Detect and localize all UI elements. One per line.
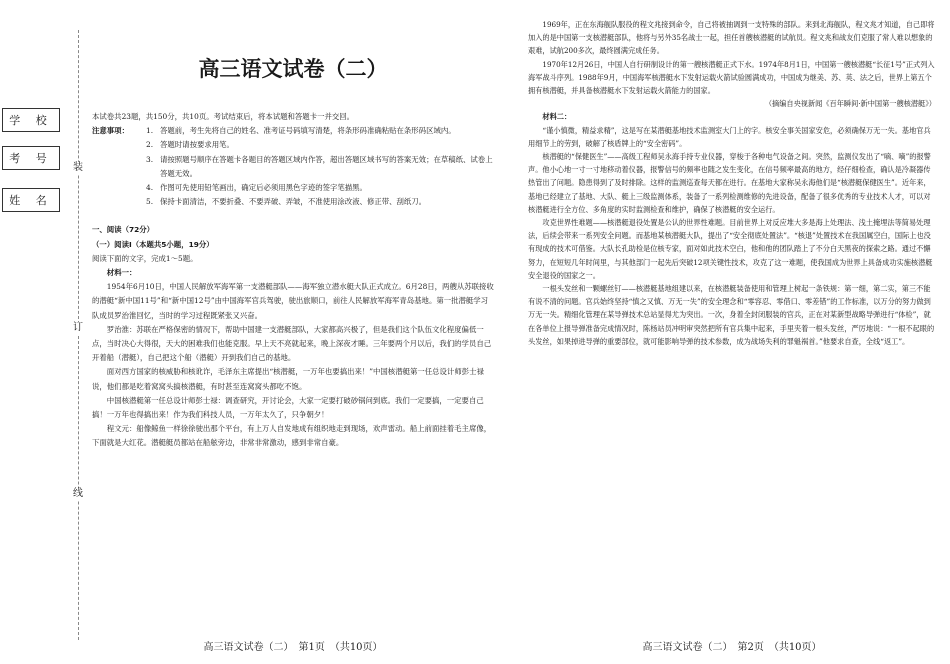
reading-instruction: 阅读下面的文字，完成1～5题。	[92, 253, 198, 263]
notice-text: 保持卡面清洁，不要折叠、不要弄破、弄皱，不准使用涂改液、修正带、刮纸刀。	[160, 197, 427, 207]
source-citation: （摘编自央视新闻《百年瞬间·新中国第一艘核潜艇》）	[764, 99, 936, 109]
notice-item	[146, 153, 494, 181]
binding-cut-line	[78, 30, 79, 640]
cut-mark-ding: 订	[73, 322, 83, 333]
material-label: 材料二：	[542, 112, 572, 122]
notice-text: 请按照题号顺序在答题卡各题目的答题区域内作答，超出答题区域书写的答案无效；在草稿纸、试卷上答题无效。	[160, 154, 493, 178]
paragraph: 面对西方国家的核威胁和核讹诈，毛泽东主席提出“核潜艇，一万年也要搞出来！”中国核潜艇第一任总设计师彭士禄说，他们都是吃着窝窝头搞核潜艇，有时甚至连窝窝头都吃不饱。	[92, 367, 484, 391]
notice-num: 5.	[146, 197, 154, 207]
binding-margin	[0, 0, 72, 664]
notice-text: 答题前，考生先将自己的姓名、准考证号码填写清楚，将条形码准确粘贴在条形码区域内。	[160, 126, 456, 136]
paragraph: 1954年6月10日，中国人民解放军海军第一支潜艇部队——海军独立潜水艇大队正式成立。6月28日，两艘从苏联接收的潜艇“新中国11号”和“新中国12号”由中国海军官兵驾驶，驶出旅顺口，前往人民解放军海军青岛基地。第一批潜艇学习队成员罗治淮回忆，当时的学习过程既紧张又兴奋。	[92, 282, 494, 320]
page-1	[92, 18, 494, 451]
subsection-heading: （一）阅读Ⅰ（本题共5小题，19分）	[92, 239, 214, 249]
section-heading: 一、阅读（72分）	[92, 225, 155, 235]
notice-num: 1.	[146, 126, 154, 136]
material-label: 材料一：	[106, 268, 137, 278]
cut-mark-zhuang: 装	[73, 162, 83, 173]
school-field[interactable]: 学 校	[2, 108, 60, 132]
paragraph: 核潜艇的“保健医生”——高级工程师吴永海手持专业仪器，穿梭于各种电气设备之间。突然，监测仪发出了“嘀、嘀”的报警声。他小心地一寸一寸地移动着仪器，报警信号的频率也随之发生变化，在信号频率最高的地方，经仔细检查，确认是冷凝器传热管出了问题。隐患得到了及时排除。这样的监测巡查每天都在进行。在基地大家称吴永海他们是“核潜艇保健医生”。近年来，基地已经建立了基地、大队、艇上三级监测体系，装备了一系列检测维修的先进设备，配备了很多优秀的专业技术人才，可以对核潜艇进行全方位、多角度的实时监测检查和维护，确保了核潜艇的安全运行。	[528, 152, 931, 214]
paragraph: 中国核潜艇第一任总设计师彭士禄：调查研究，开讨论会，大家一定要打破砂锅问到底。我们一定要搞，一定要自己搞！一万年也得搞出来！作为我们科技人员，一万年太久了，只争朝夕！	[92, 395, 484, 420]
notice-list	[146, 124, 494, 209]
page-2-footer: 高三语文试卷（二） 第2页 （共10页）	[642, 642, 822, 653]
paragraph: 1970年12月26日，中国人自行研制设计的第一艘核潜艇正式下水。1974年8月1日，中国第一艘核潜艇“长征1号”正式列入海军战斗序列。1988年9月，中国海军核潜艇水下发射运载火箭试验圆满成功，中国成为继美、苏、英、法之后，世界上第五个拥有核潜艇，并具备核潜艇水下发射运载火箭能力的国家。	[528, 59, 935, 96]
page-1-footer: 高三语文试卷（二） 第1页 （共10页）	[203, 642, 383, 653]
notice-item	[146, 181, 494, 195]
page-2	[528, 18, 936, 348]
notice-num: 4.	[146, 183, 154, 193]
notice-item	[146, 195, 494, 209]
notice-num: 3.	[146, 154, 154, 164]
notice-item	[146, 124, 494, 138]
notice-text: 作图可先使用铅笔画出，确定后必须用黑色字迹的签字笔描黑。	[160, 183, 367, 193]
exam-intro: 本试卷共23题，共150分，共10页。考试结束后，将本试题和答题卡一并交回。	[92, 112, 355, 121]
notice-num: 2.	[146, 140, 154, 150]
paragraph: 攻克世界性难题——核潜艇退役处置是公认的世界性难题。目前世界上对反应堆大多是海上处理法、浅土掩埋法等简易处理法，后续会带来一系列安全问题。而基地某核潜艇大队，提出了“安全彻底处置法”。“核退”处置技术在我国属空白，国际上也没有现成的技术可借鉴。大队长孔助检是位核专家，面对如此技术空白，他和他的团队踏上了不分白天黑夜的探索之路。通过不懈努力，在短短几年时间里，与其他部门一起先后突破12项关键性技术，攻克了这一难题，使我国成为世界上具备成功实施核潜艇安全退役的国家之一。	[528, 218, 933, 280]
name-field[interactable]: 姓 名	[2, 188, 60, 212]
paragraph: 程文元：船像鲸鱼一样徐徐驶出那个平台，有上万人自发地成有组织地走到现场，欢声雷动。船上前面挂着毛主席像，下面就是大红花。潜艇艇员都站在船舷旁边，非常非常激动，感到非常自豪。	[92, 424, 492, 448]
paragraph: 1969年，正在东海舰队服役的程文兆接到命令，自己将被抽调到一支特殊的部队。来到北海舰队，程文兆才知道，自己即将加入的是中国第一支核潜艇部队，他将与另外35名战士一起，担任首艘核潜艇的试航员。程文兆和战友们克服了常人难以想象的艰难，试航200多次，最终圆满完成任务。	[528, 20, 935, 56]
exam-number-field[interactable]: 考 号	[2, 146, 60, 170]
cut-mark-xian: 线	[73, 488, 83, 499]
paragraph: “谨小慎微，精益求精”，这是写在某潜艇基地技术监测室大门上的字。核安全事关国家安危，必须确保万无一失。基地官兵用细节上的劳到，破解了核盾牌上的“安全密码”。	[528, 125, 931, 148]
notice-block	[92, 124, 494, 209]
exam-title: 高三语文试卷（二）	[198, 57, 388, 81]
notice-text: 答题时请按要求用笔。	[160, 140, 234, 150]
paragraph: 一根头发丝和一颗螺丝钉——核潜艇基地组建以来，在核潜艇装备使用和管理上树起一条铁规：第一细，第二实，第三不能有说不清的问题。官兵始终坚持“慎之又慎、万无一失”的安全理念和“零容忍、零借口、零差错”的工作标准，以万分的努力做到万无一失。精细化管理在某导弹技术总站显得尤为突出。一次，身着全封闭服装的官兵，正在对某新型战略导弹进行“体检”，就在各单位上报导弹准备完成情况时，陈杨站员冲明审突然把所有官兵集中起来，手里夹着一根头发丝，严厉地说：“一根不起眼的头发丝，如果掉进导弹的重要部位，就可能影响导弹的技术参数，成为战场失利的罪魁祸首。”他要求自查，全线“返工”。	[528, 284, 935, 346]
paragraph: 罗治淮：苏联在严格保密的情况下，帮助中国建一支潜艇部队，大家都高兴极了，但是我们这个队伍文化程度偏低一点，当时决心大得很，天大的困难我们也能克服。早上天不亮就起来，晚上深夜才睡。三年要两个月以后，我们的学员自己开着船（潜艇），自己把这个船（潜艇）开到我们自己的基地。	[92, 324, 492, 363]
spacer	[92, 209, 494, 223]
notice-label: 注意事项：	[92, 126, 129, 136]
notice-item	[146, 138, 494, 152]
